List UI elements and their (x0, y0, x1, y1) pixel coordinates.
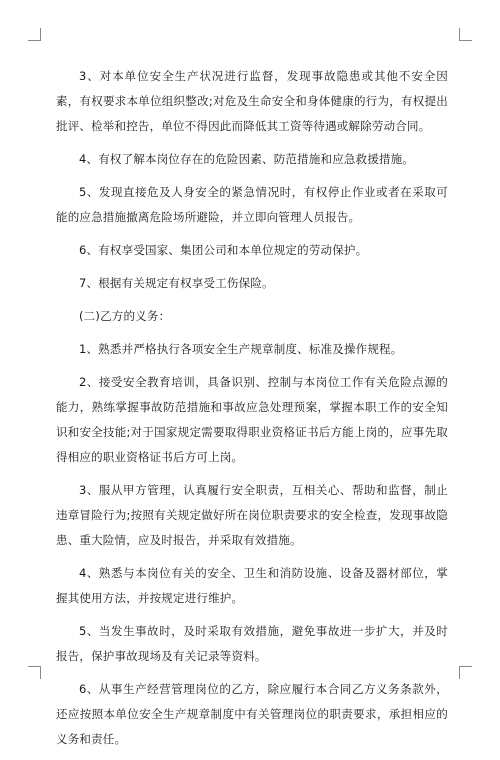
crop-mark-top-right (459, 28, 472, 41)
crop-mark-bottom-right (459, 666, 472, 679)
obligation-2: 2、接受安全教育培训，具备识别、控制与本岗位工作有关危险点源的能力，熟练掌握事故防范措施和事故应急处理预案，掌握本职工作的安全知识和安全技能;对于国家规定需要取得职业资格证书后方能上岗的，应事先取得相应的职业资格证书后方可上岗。 (56, 375, 448, 464)
obligation-3: 3、服从甲方管理，认真履行安全职责，互相关心、帮助和监督，制止违章冒险行为;按照有关规定做好所在岗位职责要求的安全检查，发现事故隐患、重大险情，应及时报告，并采取有效措施。 (56, 483, 448, 547)
crop-mark-top-left (28, 28, 41, 41)
paragraph-7-injury-insurance-right: 7、根据有关规定有权享受工伤保险。 (79, 276, 274, 290)
paragraph-6-labor-protection-right: 6、有权享受国家、集团公司和本单位规定的劳动保护。 (79, 243, 368, 257)
obligation-4: 4、熟悉与本岗位有关的安全、卫生和消防设施、设备及器材部位，掌握其使用方法，并按规定进行维护。 (56, 566, 448, 605)
crop-mark-bottom-left (28, 666, 41, 679)
paragraph-3-supervision-right: 3、对本单位安全生产状况进行监督，发现事故隐患或其他不安全因素，有权要求本单位组织整改;对危及生命安全和身体健康的行为，有权提出批评、检举和控告，单位不得因此而降低其工资等待遇或解除劳动合同。 (56, 69, 448, 133)
document-body (56, 64, 448, 760)
obligation-6: 6、从事生产经营管理岗位的乙方，除应履行本合同乙方义务条款外，还应按照本单位安全生产规章制度中有关管理岗位的职责要求，承担相应的义务和责任。 (56, 682, 448, 746)
section-heading-party-b-obligations: (二)乙方的义务： (79, 309, 171, 323)
obligation-5: 5、当发生事故时，及时采取有效措施，避免事故进一步扩大，并及时报告，保护事故现场及有关记录等资料。 (56, 624, 448, 663)
paragraph-5-stop-work-right: 5、发现直接危及人身安全的紧急情况时，有权停止作业或者在采取可能的应急措施撤离危险场所避险，并立即向管理人员报告。 (56, 185, 448, 224)
paragraph-4-know-hazards-right: 4、有权了解本岗位存在的危险因素、防范措施和应急救援措施。 (79, 152, 415, 166)
obligation-1: 1、熟悉并严格执行各项安全生产规章制度、标准及操作规程。 (79, 342, 403, 356)
